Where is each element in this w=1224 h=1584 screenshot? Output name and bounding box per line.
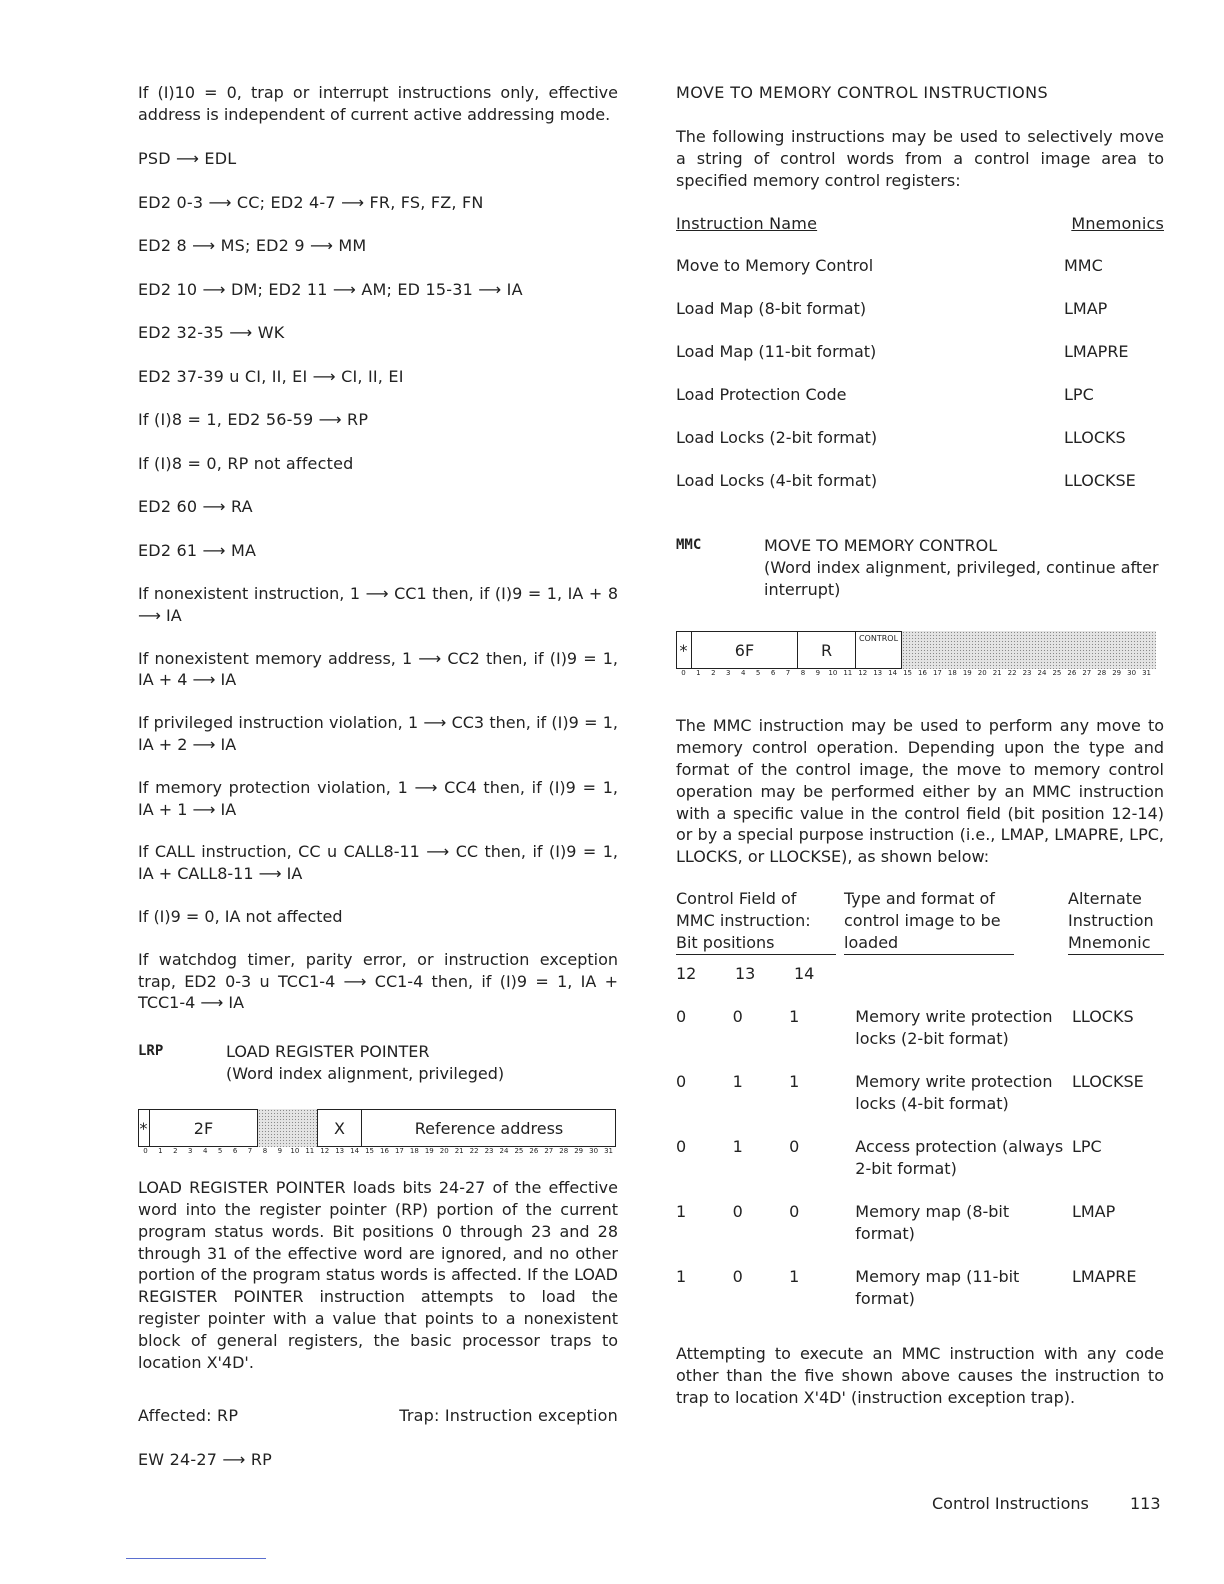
left-column [138,82,618,1471]
bit-position-labels [676,963,1164,985]
bit-label: 17 [932,669,942,678]
control-field: CONTROL [856,631,902,669]
bit-label: 2 [711,669,716,678]
bit-label: 21 [992,669,1002,678]
bit-label: 3 [188,1147,193,1156]
right-column [676,82,1164,1408]
lrp-subtitle: (Word index alignment, privileged) [226,1064,505,1084]
alternate-mnemonic: LLOCKS [1071,1006,1134,1026]
indirect-field: * [138,1109,150,1147]
bit-label: 24 [1037,669,1047,678]
lrp-affected-trap [138,1405,618,1427]
control-image-type: Memory write protection locks (2-bit format) [855,1006,1053,1048]
bit-14-value: 1 [789,1071,800,1091]
col-control-field: Control Field of MMC instruction: Bit positions [676,888,836,955]
bit-13-label: 13 [735,963,756,983]
instruction-row [676,384,1164,406]
opcode-field: 6F [692,631,798,669]
bit-13-value: 0 [732,1266,743,1286]
register-transfer-line: ED2 61 ⟶ MA [138,540,257,560]
col-alternate-mnemonic: Alternate Instruction Mnemonic [1068,888,1164,955]
register-transfer-line: If (I)8 = 1, ED2 56-59 ⟶ RP [138,410,369,430]
bit-label: 14 [350,1147,360,1156]
instruction-name: Load Locks (2-bit format) [676,428,878,448]
mmc-title: MOVE TO MEMORY CONTROL [764,536,998,556]
alternate-mnemonic: LMAP [1071,1201,1116,1221]
col-mnemonics: Mnemonics [1071,214,1164,234]
page-footer [932,1494,1161,1513]
bit-label: 9 [815,669,821,678]
bit-label: 15 [365,1147,374,1156]
ed-line-list [138,192,618,584]
alternate-mnemonic: LMAPRE [1071,1266,1137,1286]
bit-label: 11 [305,1147,315,1156]
bit-label: 6 [232,1147,238,1156]
bit-label: 16 [918,669,927,678]
bit-14-value: 0 [789,1201,800,1221]
mmc-closing-note: Attempting to execute an MMC instruction with any code other than the five shown above causes the instruction to trap to location X'4D' (instruction exception trap). [676,1343,1164,1407]
lrp-description: LOAD REGISTER POINTER loads bits 24-27 of the effective word into the register pointer (RP) portion of the current program status words. Bit positions 0 through 23 and 28 through 31 of the effective word are ignored, and no other portion of the program status words is affected. If the LOAD REGISTER POINTER instruction attempts to load the register pointer with a value that points to a nonexistent block of general registers, the basic processor traps to location X'4D'. [138,1178,618,1372]
mmc-mnemonic: MMC [676,537,702,554]
control-image-type: Memory map (8-bit format) [855,1201,1010,1243]
bit-label: 12 [858,669,868,678]
mmc-instruction-format [676,631,1154,678]
bit-label: 18 [409,1147,419,1156]
bit-label: 19 [962,669,972,678]
bit-numbering [138,1147,616,1155]
bit-label: 0 [681,669,686,678]
control-table-header [676,888,1164,955]
instruction-mnemonic: LLOCKS [1064,428,1126,448]
control-image-type: Memory write protection locks (4-bit format) [855,1071,1053,1113]
bit-label: 19 [424,1147,434,1156]
bit-label: 5 [755,669,761,678]
bit-14-value: 0 [789,1136,800,1156]
lrp-mnemonic: LRP [138,1043,164,1060]
condition-paragraph: If memory protection violation, 1 ⟶ CC4 then, if (I)9 = 1, IA + 1 ⟶ IA [138,777,618,819]
lrp-instruction-format [138,1109,616,1156]
bit-label: 16 [380,1147,389,1156]
instruction-table [676,255,1164,492]
bit-label: 31 [604,1147,613,1156]
bit-13-value: 1 [732,1136,743,1156]
control-table [676,1006,1164,1310]
control-row [676,1266,1164,1310]
register-transfer-line: ED2 37-39 u CI, II, EI ⟶ CI, II, EI [138,366,404,386]
bit-label: 10 [828,669,838,678]
bit-label: 26 [1067,669,1077,678]
mmc-description: The MMC instruction may be used to perform any move to memory control operation. Depending upon the type and format of the control image, the move to memory control operation may be performed either by an MMC instruction with a specific value in the control field (bit position 12-14) or by a special purpose instruction (i.e., LMAP, LMAPRE, LPC, LLOCKS, or LLOCKSE), as shown below: [676,716,1164,867]
register-transfer-line: ED2 0-3 ⟶ CC; ED2 4-7 ⟶ FR, FS, FZ, FN [138,192,484,212]
bit-14-value: 1 [789,1266,800,1286]
col-type-format: Type and format of control image to be loaded [844,888,1014,955]
bottom-rule [126,1558,266,1559]
bit-label: 12 [320,1147,330,1156]
bit-13-value: 0 [732,1201,743,1221]
instruction-mnemonic: LLOCKSE [1064,471,1136,491]
bit-label: 15 [903,669,912,678]
bit-label: 10 [290,1147,300,1156]
addressing-note: If (I)10 = 0, trap or interrupt instructions only, effective address is independent of current active addressing mode. [138,83,618,124]
bit-label: 8 [800,669,806,678]
bit-label: 1 [158,1147,163,1156]
bit-label: 11 [843,669,853,678]
bit-13-value: 1 [732,1071,743,1091]
bit-12-value: 0 [676,1136,687,1156]
bit-label: 3 [726,669,731,678]
bit-label: 30 [1127,669,1137,678]
bit-label: 9 [277,1147,283,1156]
bit-label: 23 [484,1147,494,1156]
bit-label: 18 [947,669,957,678]
lrp-title: LOAD REGISTER POINTER [226,1042,430,1062]
bit-label: 21 [454,1147,464,1156]
instruction-name: Load Protection Code [676,385,847,405]
bit-label: 6 [770,669,776,678]
instruction-mnemonic: MMC [1064,256,1103,276]
bit-label: 28 [559,1147,569,1156]
bit-14-value: 1 [789,1006,800,1026]
bit-label: 30 [589,1147,599,1156]
bit-label: 13 [873,669,883,678]
bit-label: 1 [696,669,701,678]
opcode-field: 2F [150,1109,258,1147]
bit-label: 24 [499,1147,509,1156]
bit-label: 26 [529,1147,539,1156]
section-heading: MOVE TO MEMORY CONTROL INSTRUCTIONS [676,83,1049,102]
instruction-row [676,341,1164,363]
reference-address-field: Reference address [414,1118,564,1138]
condition-paragraph: If watchdog timer, parity error, or instruction exception trap, ED2 0-3 u TCC1-4 ⟶ CC1-4 then, if (I)9 = 1, IA + TCC1-4 ⟶ IA [138,949,618,1013]
bit-label: 27 [544,1147,554,1156]
indirect-field: * [676,631,692,669]
condition-paragraph: If (I)9 = 0, IA not affected [138,907,343,927]
bit-label: 31 [1142,669,1151,678]
index-field: X [318,1109,362,1147]
unused-field [258,1109,318,1147]
instruction-table-header [676,213,1164,235]
bit-numbering [676,669,1154,677]
bit-14-label: 14 [794,963,815,983]
bit-12-value: 0 [676,1006,687,1026]
bit-12-label: 12 [676,963,697,983]
bit-12-value: 0 [676,1071,687,1091]
bit-12-value: 1 [676,1201,687,1221]
condition-paragraph: If nonexistent instruction, 1 ⟶ CC1 then, if (I)9 = 1, IA + 8 ⟶ IA [138,584,618,625]
instruction-mnemonic: LMAP [1064,299,1108,319]
control-row [676,1071,1164,1115]
condition-paragraph: If privileged instruction violation, 1 ⟶ CC3 then, if (I)9 = 1, IA + 2 ⟶ IA [138,713,618,755]
alternate-mnemonic: LPC [1071,1136,1102,1156]
instruction-mnemonic: LMAPRE [1064,342,1129,362]
bit-label: 27 [1082,669,1092,678]
control-row [676,1201,1164,1245]
section-intro: The following instructions may be used to selectively move a string of control words from a control image area to specified memory control registers: [676,127,1164,190]
bit-label: 14 [888,669,898,678]
register-field: R [798,631,856,669]
instruction-row [676,255,1164,277]
lrp-header [138,1041,618,1085]
register-transfer-line: ED2 32-35 ⟶ WK [138,323,285,343]
condition-paragraph: If nonexistent memory address, 1 ⟶ CC2 then, if (I)9 = 1, IA + 4 ⟶ IA [138,648,618,690]
bit-label: 5 [217,1147,223,1156]
bit-13-value: 0 [732,1006,743,1026]
bit-label: 0 [143,1147,148,1156]
register-transfer-line: ED2 10 ⟶ DM; ED2 11 ⟶ AM; ED 15-31 ⟶ IA [138,279,523,299]
bit-label: 22 [1007,669,1017,678]
bit-label: 23 [1022,669,1032,678]
control-row [676,1136,1164,1180]
bit-label: 20 [977,669,987,678]
bit-12-value: 1 [676,1266,687,1286]
bit-label: 22 [469,1147,479,1156]
control-image-type: Memory map (11-bit format) [855,1266,1020,1308]
instruction-name: Load Locks (4-bit format) [676,471,878,491]
footer-section: Control Instructions [932,1494,1089,1513]
mmc-header [676,535,1164,601]
bit-label: 8 [262,1147,268,1156]
bit-label: 13 [335,1147,345,1156]
bit-label: 29 [574,1147,584,1156]
control-row [676,1006,1164,1050]
bit-label: 28 [1097,669,1107,678]
instruction-row [676,427,1164,449]
affected-label: Affected: RP [138,1406,239,1426]
condition-list [138,583,618,1035]
bit-label: 25 [1052,669,1062,678]
instruction-row [676,298,1164,320]
bit-label: 4 [202,1147,208,1156]
register-transfer-line: ED2 60 ⟶ RA [138,497,253,517]
page-number: 113 [1129,1494,1161,1513]
instruction-name: Load Map (8-bit format) [676,299,867,319]
bit-label: 4 [740,669,746,678]
bit-label: 7 [247,1147,253,1156]
unused-field [902,631,1156,669]
bit-label: 25 [514,1147,524,1156]
bit-label: 7 [785,669,791,678]
control-image-type: Access protection (always 2-bit format) [855,1136,1064,1178]
psd-line: PSD ⟶ EDL [138,148,237,168]
trap-label: Trap: Instruction exception [399,1406,618,1426]
instruction-name: Load Map (11-bit format) [676,342,877,362]
bit-label: 29 [1112,669,1122,678]
ew-line: EW 24-27 ⟶ RP [138,1450,272,1470]
instruction-mnemonic: LPC [1064,385,1094,405]
instruction-name: Move to Memory Control [676,256,874,276]
col-instruction-name: Instruction Name [676,214,818,234]
instruction-row [676,470,1164,492]
register-transfer-line: ED2 8 ⟶ MS; ED2 9 ⟶ MM [138,236,367,256]
alternate-mnemonic: LLOCKSE [1071,1071,1144,1091]
bit-label: 2 [173,1147,178,1156]
mmc-subtitle: (Word index alignment, privileged, continue after interrupt) [764,558,1159,600]
register-transfer-line: If (I)8 = 0, RP not affected [138,453,354,473]
bit-label: 20 [439,1147,449,1156]
bit-label: 17 [394,1147,404,1156]
condition-paragraph: If CALL instruction, CC u CALL8-11 ⟶ CC then, if (I)9 = 1, IA + CALL8-11 ⟶ IA [138,842,618,884]
